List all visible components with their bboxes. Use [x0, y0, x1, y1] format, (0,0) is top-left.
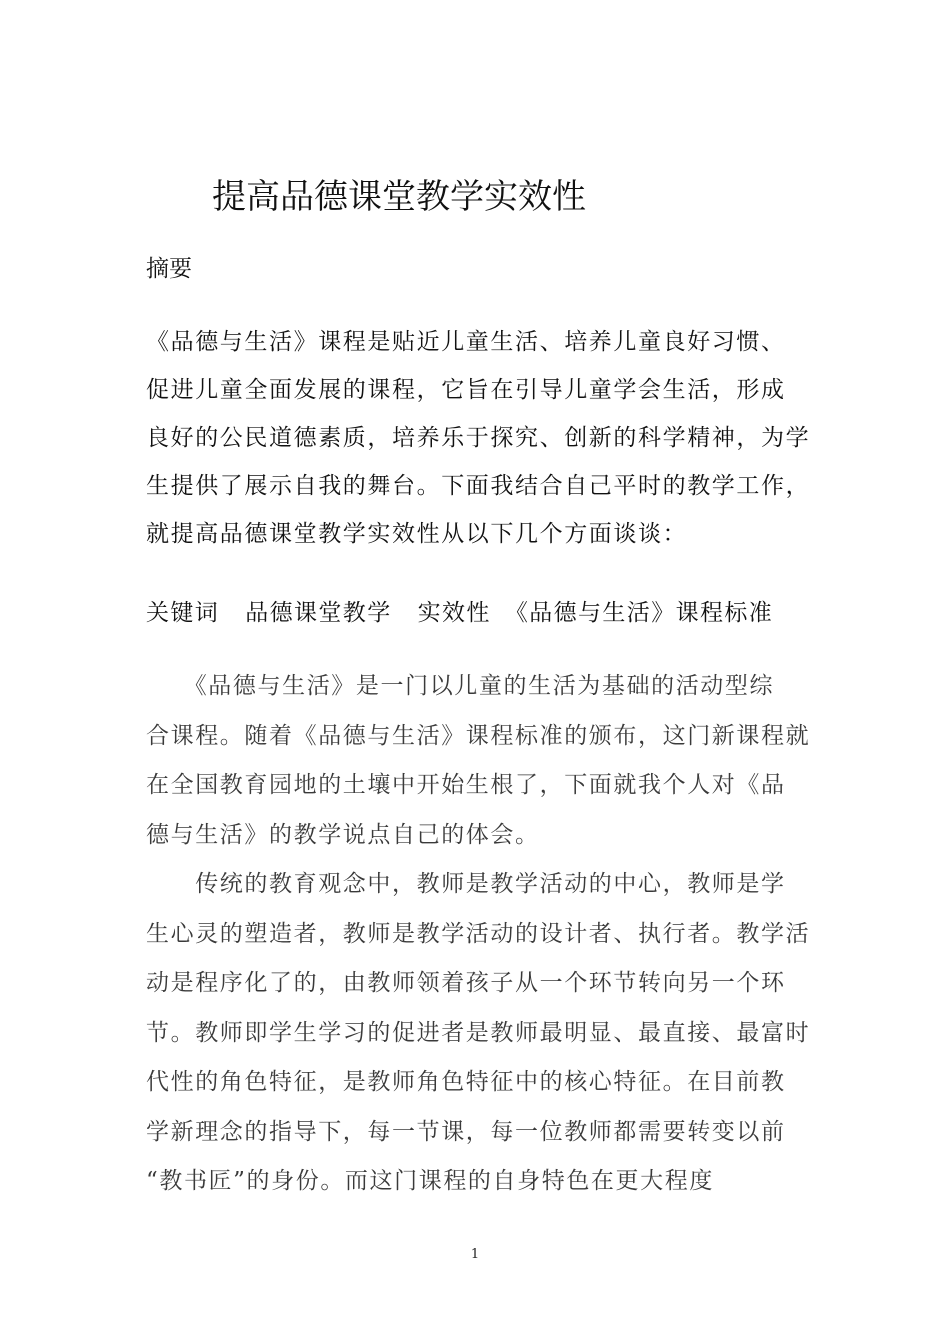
keywords-line — [146, 596, 773, 630]
body-line: “教书匠”的身份。而这门课程的自身特色在更大程度 — [146, 1168, 714, 1194]
abstract-line: 生提供了展示自我的舞台。下面我结合自己平时的教学工作， — [146, 473, 811, 499]
body-line: 生心灵的塑造者，教师是教学活动的设计者、执行者。教学活 — [146, 920, 811, 947]
body-line: 学新理念的指导下，每一节课，每一位教师都需要转变以前 — [146, 1118, 786, 1145]
abstract-paragraph — [146, 318, 826, 558]
abstract-line: 《品德与生活》课程是贴近儿童生活、培养儿童良好习惯、 — [146, 329, 786, 355]
abstract-heading: 摘要 — [146, 256, 192, 282]
body-line: 合课程。随着《品德与生活》课程标准的颁布，这门新课程就 — [146, 722, 811, 749]
body-line: 在全国教育园地的土壤中开始生根了，下面就我个人对《品 — [146, 772, 786, 798]
body-line: 代性的角色特征，是教师角色特征中的核心特征。在目前教 — [146, 1069, 786, 1095]
document-title: 提高品德课堂教学实效性 — [212, 177, 586, 217]
body-line: 德与生活》的教学说点自己的体会。 — [146, 821, 540, 848]
keyword-item: 品德课堂教学 — [245, 600, 392, 626]
body-paragraph-2 — [146, 860, 826, 1207]
abstract-line: 就提高品德课堂教学实效性从以下几个方面谈谈： — [146, 521, 688, 547]
keyword-item: 实效性 — [417, 600, 491, 626]
body-line: 动是程序化了的，由教师领着孩子从一个环节转向另一个环 — [146, 970, 786, 996]
body-paragraph-1 — [146, 662, 826, 860]
abstract-line: 促进儿童全面发展的课程，它旨在引导儿童学会生活，形成 — [146, 377, 786, 403]
page-number: 1 — [470, 1247, 480, 1262]
keyword-item: 《品德与生活》课程标准 — [504, 600, 774, 626]
body-line: 《品德与生活》是一门以儿童的生活为基础的活动型综 — [146, 673, 775, 699]
body-line: 传统的教育观念中，教师是教学活动的中心，教师是学 — [146, 871, 786, 897]
abstract-line: 良好的公民道德素质，培养乐于探究、创新的科学精神，为学 — [146, 425, 811, 451]
body-line: 节。教师即学生学习的促进者是教师最明显、最直接、最富时 — [146, 1019, 811, 1046]
keywords-label: 关键词 — [146, 600, 220, 626]
